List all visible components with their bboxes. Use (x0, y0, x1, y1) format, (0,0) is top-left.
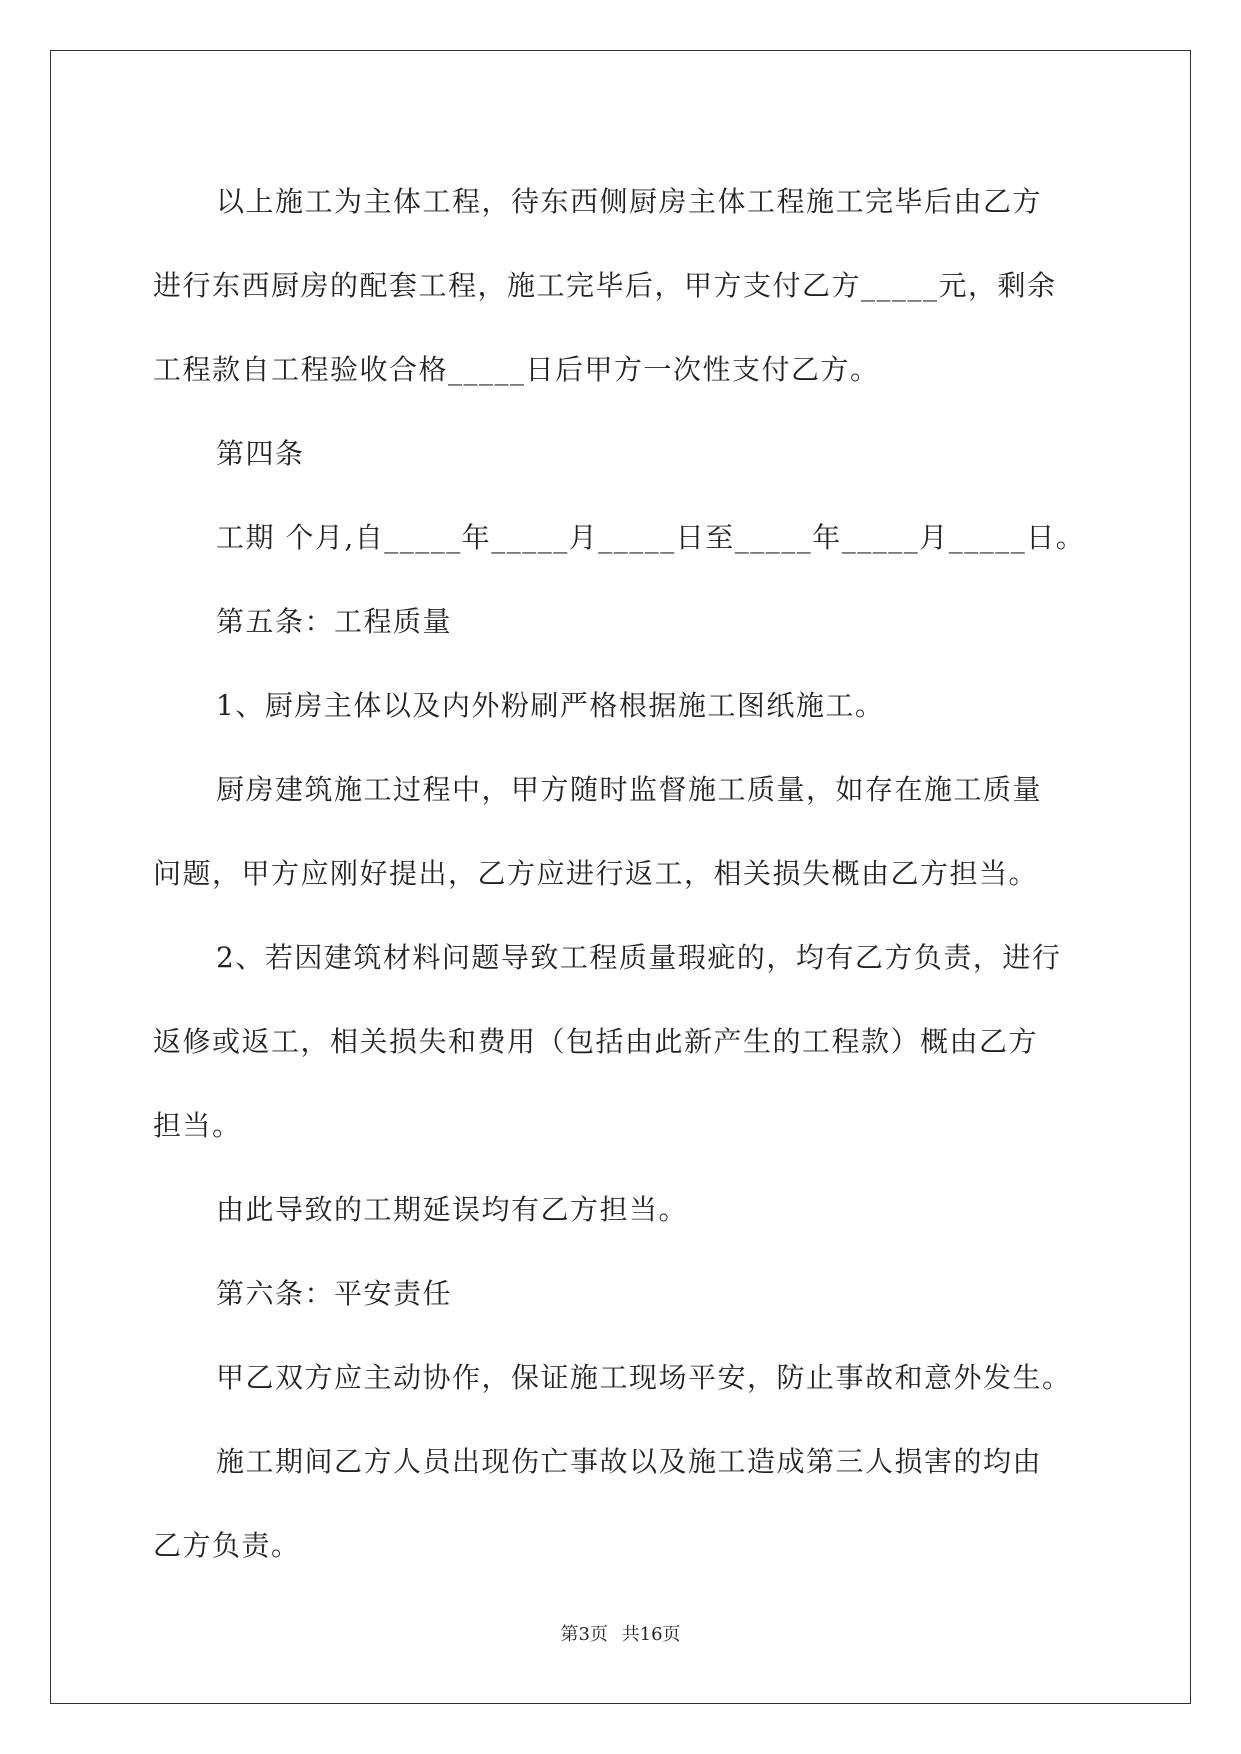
paragraph-line: 问题，甲方应刚好提出，乙方应进行返工，相关损失概由乙方担当。 (153, 857, 1039, 890)
paragraph-line: 1、厨房主体以及内外粉刷严格根据施工图纸施工。 (216, 689, 885, 722)
page-footer (0, 1620, 1241, 1646)
paragraph-line: 工期 个月,自_____年_____月_____日至_____年_____月_____日。 (216, 521, 1086, 554)
paragraph-line: 以上施工为主体工程，待东西侧厨房主体工程施工完毕后由乙方 (216, 185, 1043, 218)
paragraph-line: 工程款自工程验收合格_____日后甲方一次性支付乙方。 (153, 353, 880, 386)
paragraph-line: 厨房建筑施工过程中，甲方随时监督施工质量，如存在施工质量 (216, 773, 1043, 806)
paragraph-line: 施工期间乙方人员出现伤亡事故以及施工造成第三人损害的均由 (216, 1445, 1043, 1478)
paragraph-line: 进行东西厨房的配套工程，施工完毕后，甲方支付乙方_____元，剩余 (153, 269, 1057, 302)
paragraph-line: 甲乙双方应主动协作，保证施工现场平安，防止事故和意外发生。 (216, 1361, 1072, 1394)
paragraph-line: 担当。 (153, 1109, 242, 1142)
paragraph-line: 2、若因建筑材料问题导致工程质量瑕疵的，均有乙方负责，进行 (216, 941, 1062, 974)
section-heading: 第五条：工程质量 (216, 605, 453, 638)
paragraph-line: 返修或返工，相关损失和费用（包括由此新产生的工程款）概由乙方 (153, 1025, 1039, 1058)
paragraph-line: 由此导致的工期延误均有乙方担当。 (216, 1193, 689, 1226)
page-number: 第3页 (560, 1624, 608, 1645)
document-body (153, 160, 1093, 1588)
section-heading: 第四条 (216, 437, 305, 470)
page-total: 共16页 (621, 1624, 681, 1645)
paragraph-line: 乙方负责。 (153, 1529, 301, 1562)
section-heading: 第六条：平安责任 (216, 1277, 453, 1310)
